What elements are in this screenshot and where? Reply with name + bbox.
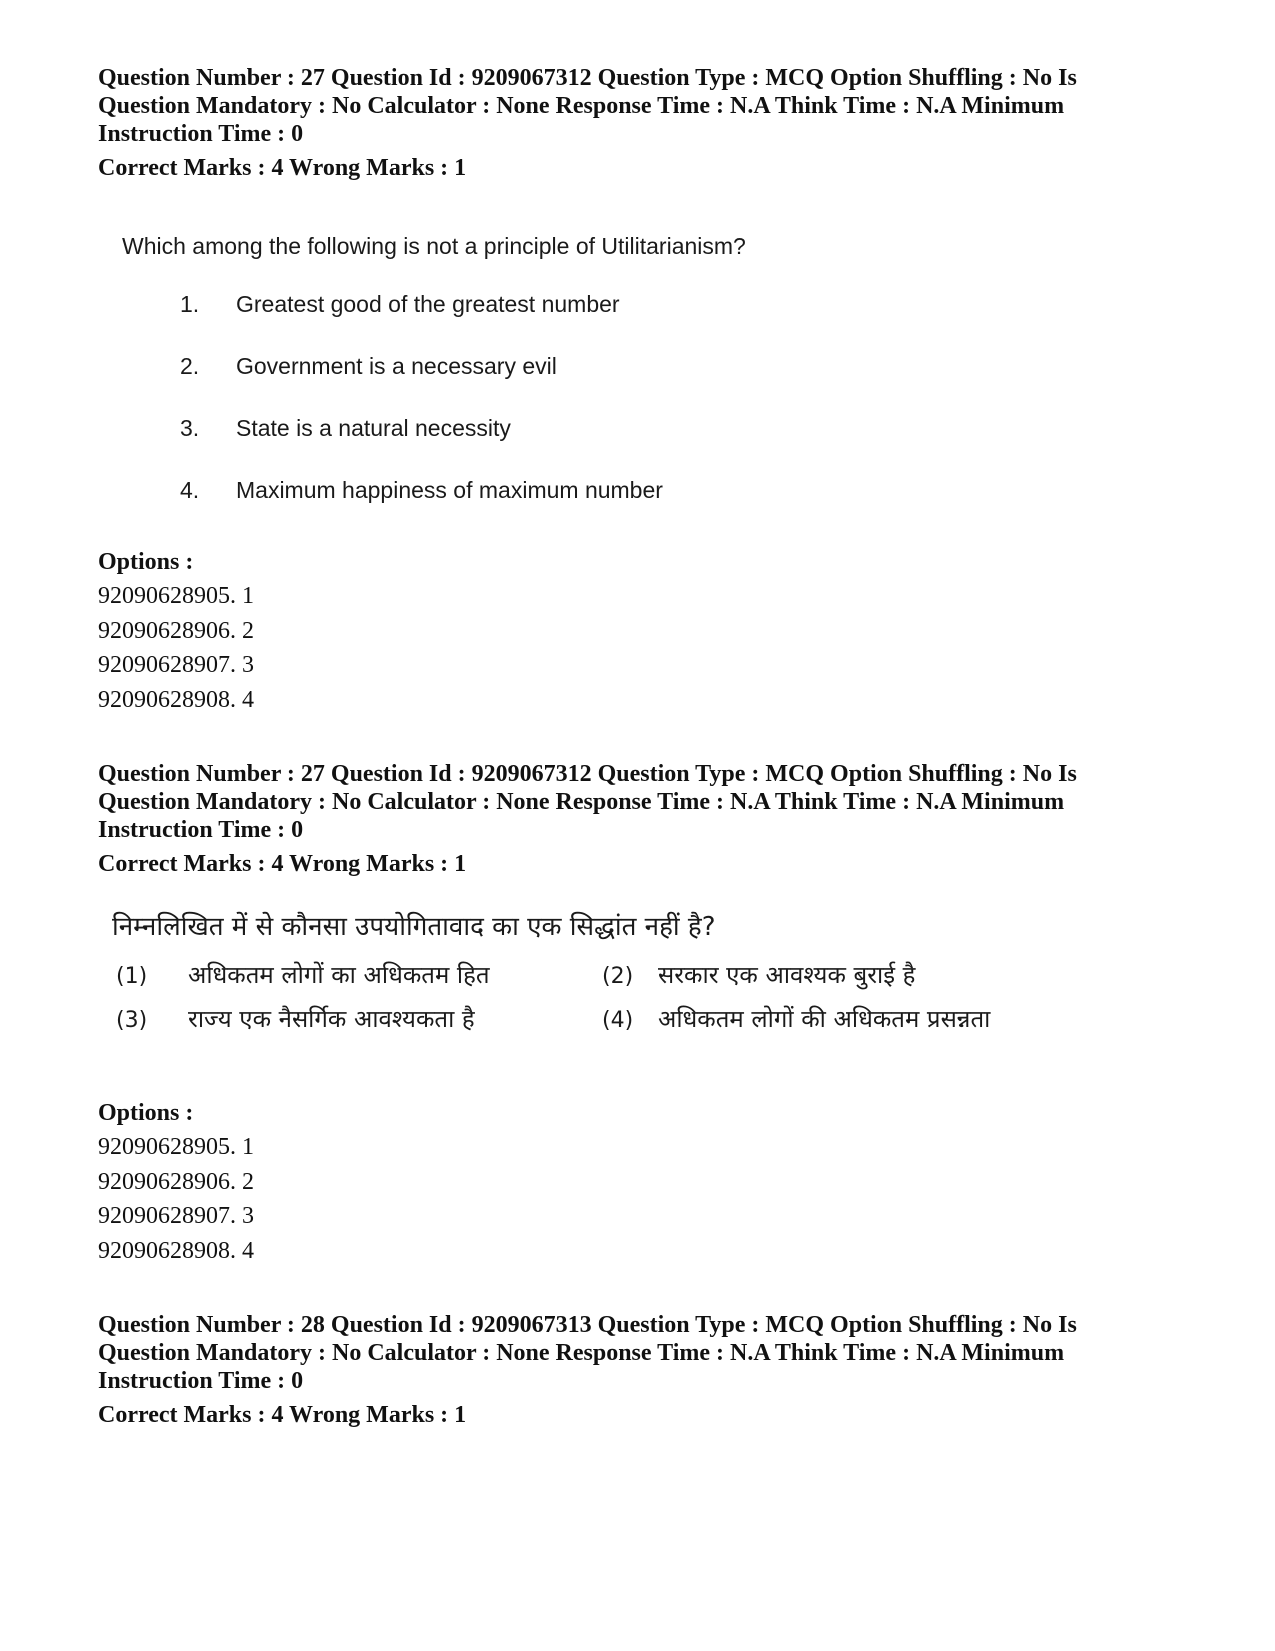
choice-item bbox=[180, 476, 663, 504]
option-item: 92090628905. 1 bbox=[98, 1134, 254, 1160]
choice-text: अधिकतम लोगों का अधिकतम हित bbox=[188, 961, 490, 989]
question-meta-line: Question Mandatory : No Calculator : None Response Time : N.A Think Time : N.A Minimum bbox=[98, 789, 1065, 815]
choice-item bbox=[602, 958, 915, 994]
option-item: 92090628906. 2 bbox=[98, 617, 254, 644]
choice-grid bbox=[112, 958, 1072, 1048]
question-image-english bbox=[122, 232, 1022, 503]
options-section-2 bbox=[98, 1096, 1178, 1268]
choice-number: 4. bbox=[180, 477, 200, 503]
choice-number: (3) bbox=[116, 1008, 148, 1033]
options-section-1 bbox=[98, 545, 1178, 717]
choice-item bbox=[116, 1002, 475, 1038]
question-meta-line: Instruction Time : 0 bbox=[98, 121, 304, 147]
choice-text: Greatest good of the greatest number bbox=[236, 291, 620, 317]
question-meta-line: Question Number : 28 Question Id : 9209067313 Question Type : MCQ Option Shuffling : No Is bbox=[98, 1312, 1077, 1338]
question-header-3 bbox=[98, 1311, 1178, 1429]
choice-text: Government is a necessary evil bbox=[236, 353, 557, 379]
option-item: 92090628907. 3 bbox=[98, 1203, 254, 1229]
question-meta-line: Question Number : 27 Question Id : 9209067312 Question Type : MCQ Option Shuffling : No Is bbox=[98, 761, 1077, 787]
choice-number: (2) bbox=[602, 964, 634, 989]
choice-item bbox=[180, 352, 557, 380]
marks-info: Correct Marks : 4 Wrong Marks : 1 bbox=[98, 851, 467, 877]
question-text: Which among the following is not a principle of Utilitarianism? bbox=[122, 233, 746, 259]
choice-item bbox=[180, 414, 511, 442]
choice-number: (4) bbox=[602, 1008, 634, 1033]
marks-info: Correct Marks : 4 Wrong Marks : 1 bbox=[98, 155, 467, 181]
question-meta-line: Question Number : 27 Question Id : 9209067312 Question Type : MCQ Option Shuffling : No Is bbox=[98, 65, 1077, 91]
question-meta-line: Question Mandatory : No Calculator : None Response Time : N.A Think Time : N.A Minimum bbox=[98, 1340, 1065, 1366]
choice-item bbox=[602, 1002, 990, 1038]
option-item: 92090628908. 4 bbox=[98, 686, 254, 713]
question-meta-line: Question Mandatory : No Calculator : None Response Time : N.A Think Time : N.A Minimum bbox=[98, 93, 1065, 119]
options-label: Options : bbox=[98, 1100, 194, 1126]
choice-text: Maximum happiness of maximum number bbox=[236, 477, 663, 503]
question-image-hindi bbox=[112, 910, 1072, 1048]
question-meta-line: Instruction Time : 0 bbox=[98, 817, 304, 843]
question-meta-line: Instruction Time : 0 bbox=[98, 1368, 304, 1394]
option-item: 92090628905. 1 bbox=[98, 583, 254, 609]
option-item: 92090628906. 2 bbox=[98, 1168, 254, 1195]
options-label: Options : bbox=[98, 549, 194, 575]
choice-text: राज्य एक नैसर्गिक आवश्यकता है bbox=[188, 1005, 475, 1033]
choice-number: 1. bbox=[180, 291, 200, 317]
choice-text: अधिकतम लोगों की अधिकतम प्रसन्नता bbox=[658, 1005, 991, 1033]
choice-item bbox=[116, 958, 490, 994]
choice-text: सरकार एक आवश्यक बुराई है bbox=[658, 961, 916, 989]
choice-number: (1) bbox=[116, 964, 148, 989]
question-header-1 bbox=[98, 64, 1178, 182]
choice-item bbox=[180, 290, 620, 318]
question-header-2 bbox=[98, 760, 1178, 878]
marks-info: Correct Marks : 4 Wrong Marks : 1 bbox=[98, 1402, 467, 1428]
option-item: 92090628907. 3 bbox=[98, 652, 254, 678]
option-item: 92090628908. 4 bbox=[98, 1237, 254, 1264]
question-text: निम्नलिखित में से कौनसा उपयोगितावाद का एक सिद्धांत नहीं है? bbox=[112, 912, 716, 942]
choice-number: 3. bbox=[180, 415, 200, 441]
choice-number: 2. bbox=[180, 353, 200, 379]
choice-text: State is a natural necessity bbox=[236, 415, 511, 441]
